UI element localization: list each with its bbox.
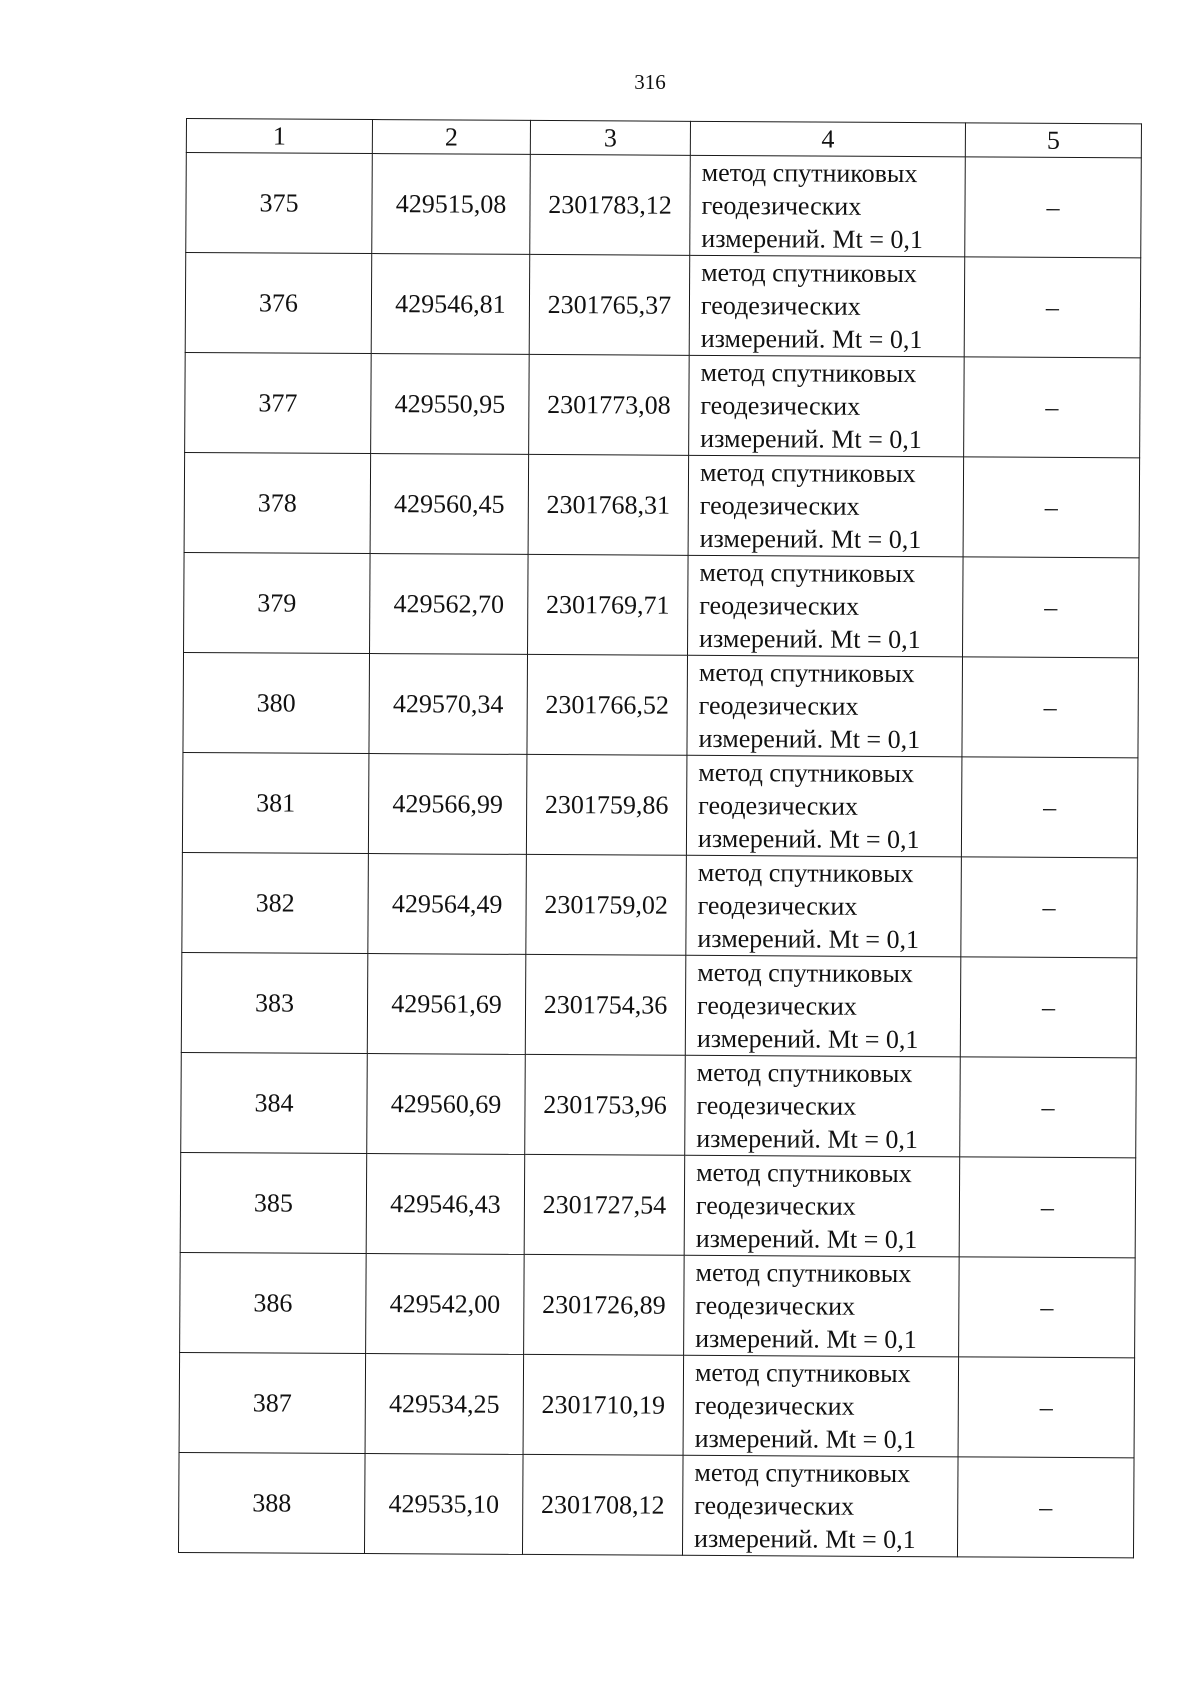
method-line: измерений. Mt = 0,1: [697, 923, 920, 955]
method-cell: [685, 955, 961, 1057]
method-cell: [689, 355, 965, 457]
x-coordinate-cell: 429515,08: [372, 154, 531, 255]
point-number-cell: 378: [184, 452, 371, 553]
table-row: [184, 452, 1140, 557]
point-number-cell: 384: [181, 1052, 368, 1153]
y-coordinate-cell: 2301783,12: [530, 154, 691, 255]
method-line: измерений. Mt = 0,1: [698, 723, 921, 755]
method-line: геодезических: [696, 1090, 857, 1121]
method-line: геодезических: [697, 890, 858, 921]
method-line: измерений. Mt = 0,1: [697, 823, 920, 855]
table-row: [182, 752, 1138, 857]
method-line: измерений. Mt = 0,1: [696, 1023, 919, 1055]
method-cell: [685, 1055, 961, 1157]
method-line: метод спутниковых: [701, 257, 917, 289]
method-cell: [684, 1255, 960, 1357]
point-number-cell: 386: [180, 1252, 367, 1353]
x-coordinate-cell: 429561,69: [367, 954, 526, 1055]
point-number-cell: 376: [185, 253, 372, 354]
method-line: метод спутниковых: [699, 457, 916, 489]
table-row: [182, 852, 1138, 957]
table-row: [179, 1352, 1135, 1457]
method-line: метод спутниковых: [697, 957, 914, 989]
method-line: метод спутниковых: [695, 1257, 912, 1289]
note-cell: –: [965, 157, 1142, 258]
method-cell: [689, 255, 965, 357]
y-coordinate-cell: 2301727,54: [524, 1154, 685, 1255]
y-coordinate-cell: 2301708,12: [522, 1454, 683, 1555]
method-line: измерений. Mt = 0,1: [693, 1523, 916, 1555]
method-line: метод спутниковых: [699, 557, 916, 589]
method-line: геодезических: [694, 1490, 855, 1521]
method-cell: [688, 555, 964, 657]
table-row: [181, 1052, 1137, 1157]
note-cell: –: [964, 257, 1141, 358]
column-header-4: 4: [690, 121, 965, 157]
column-header-5: 5: [965, 123, 1141, 158]
y-coordinate-cell: 2301726,89: [524, 1254, 685, 1355]
y-coordinate-cell: 2301769,71: [528, 554, 689, 655]
point-number-cell: 382: [182, 852, 369, 953]
column-header-2: 2: [372, 120, 530, 155]
method-line: метод спутниковых: [700, 357, 917, 389]
note-cell: –: [960, 1057, 1137, 1158]
table-row: [178, 1452, 1134, 1557]
note-cell: –: [961, 757, 1138, 858]
method-cell: [683, 1355, 959, 1457]
note-cell: –: [961, 857, 1138, 958]
note-cell: –: [957, 1457, 1134, 1558]
table-header: [186, 119, 1141, 158]
method-line: измерений. Mt = 0,1: [701, 223, 924, 255]
x-coordinate-cell: 429546,43: [366, 1154, 525, 1255]
table-row: [180, 1152, 1136, 1257]
method-line: метод спутниковых: [694, 1457, 911, 1489]
x-coordinate-cell: 429560,45: [370, 454, 529, 555]
method-cell: [684, 1155, 960, 1257]
method-cell: [686, 855, 962, 957]
method-line: геодезических: [695, 1190, 856, 1221]
point-number-cell: 379: [184, 552, 371, 653]
note-cell: –: [959, 1257, 1136, 1358]
method-line: геодезических: [699, 490, 860, 521]
method-line: измерений. Mt = 0,1: [695, 1223, 918, 1255]
method-line: измерений. Mt = 0,1: [696, 1123, 918, 1155]
x-coordinate-cell: 429542,00: [366, 1254, 525, 1355]
y-coordinate-cell: 2301759,02: [526, 854, 687, 955]
method-line: метод спутниковых: [694, 1357, 911, 1389]
method-line: измерений. Mt = 0,1: [700, 423, 922, 455]
method-line: метод спутниковых: [696, 1057, 913, 1089]
table-row: [183, 652, 1139, 757]
table-row: [180, 1252, 1136, 1357]
coordinates-table: [178, 118, 1142, 1558]
method-line: измерений. Mt = 0,1: [699, 523, 922, 555]
header-row: [186, 119, 1141, 158]
method-line: метод спутниковых: [698, 757, 915, 789]
point-number-cell: 380: [183, 652, 370, 753]
y-coordinate-cell: 2301753,96: [525, 1054, 686, 1155]
method-line: геодезических: [695, 1290, 856, 1321]
note-cell: –: [962, 657, 1139, 758]
method-line: геодезических: [701, 190, 862, 221]
y-coordinate-cell: 2301765,37: [529, 254, 690, 355]
table-row: [185, 352, 1141, 457]
method-line: измерений. Mt = 0,1: [700, 323, 923, 355]
x-coordinate-cell: 429550,95: [371, 354, 530, 455]
y-coordinate-cell: 2301773,08: [529, 354, 690, 455]
point-number-cell: 377: [185, 352, 372, 453]
method-line: геодезических: [698, 690, 859, 721]
table-row: [186, 153, 1142, 258]
point-number-cell: 388: [178, 1452, 365, 1553]
method-line: измерений. Mt = 0,1: [694, 1423, 917, 1455]
method-line: геодезических: [700, 390, 861, 421]
method-line: измерений. Mt = 0,1: [695, 1323, 917, 1355]
method-line: геодезических: [698, 790, 858, 821]
x-coordinate-cell: 429535,10: [364, 1454, 523, 1555]
y-coordinate-cell: 2301710,19: [523, 1354, 684, 1455]
method-cell: [687, 655, 963, 757]
table-row: [184, 552, 1140, 657]
x-coordinate-cell: 429564,49: [368, 854, 527, 955]
point-number-cell: 383: [181, 952, 368, 1053]
note-cell: –: [964, 357, 1141, 458]
method-line: геодезических: [696, 990, 857, 1021]
point-number-cell: 385: [180, 1152, 367, 1253]
column-header-3: 3: [530, 120, 690, 155]
table-row: [185, 253, 1141, 358]
page-number: 316: [634, 70, 666, 94]
x-coordinate-cell: 429560,69: [367, 1054, 526, 1155]
method-line: метод спутниковых: [697, 857, 914, 889]
column-header-1: 1: [186, 119, 372, 154]
table-body: [178, 153, 1141, 1558]
method-line: метод спутниковых: [696, 1157, 912, 1189]
y-coordinate-cell: 2301754,36: [525, 954, 686, 1055]
y-coordinate-cell: 2301766,52: [527, 654, 688, 755]
point-number-cell: 381: [182, 752, 369, 853]
method-line: геодезических: [694, 1390, 855, 1421]
y-coordinate-cell: 2301768,31: [528, 454, 689, 555]
note-cell: –: [963, 457, 1140, 558]
x-coordinate-cell: 429570,34: [369, 654, 528, 755]
table-row: [181, 952, 1137, 1057]
x-coordinate-cell: 429566,99: [368, 754, 527, 855]
method-line: метод спутниковых: [698, 657, 915, 689]
note-cell: –: [959, 1157, 1136, 1258]
note-cell: –: [958, 1357, 1135, 1458]
x-coordinate-cell: 429546,81: [371, 254, 530, 355]
method-cell: [686, 755, 962, 857]
note-cell: –: [960, 957, 1137, 1058]
method-cell: [690, 155, 966, 257]
point-number-cell: 375: [186, 153, 373, 254]
method-line: геодезических: [699, 590, 860, 621]
method-line: метод спутниковых: [701, 157, 918, 189]
point-number-cell: 387: [179, 1352, 366, 1453]
x-coordinate-cell: 429562,70: [370, 554, 529, 655]
method-cell: [682, 1455, 958, 1557]
y-coordinate-cell: 2301759,86: [526, 754, 687, 855]
method-line: геодезических: [700, 290, 861, 321]
note-cell: –: [963, 557, 1140, 658]
x-coordinate-cell: 429534,25: [365, 1354, 524, 1455]
method-line: измерений. Mt = 0,1: [699, 623, 921, 655]
method-cell: [688, 455, 964, 557]
